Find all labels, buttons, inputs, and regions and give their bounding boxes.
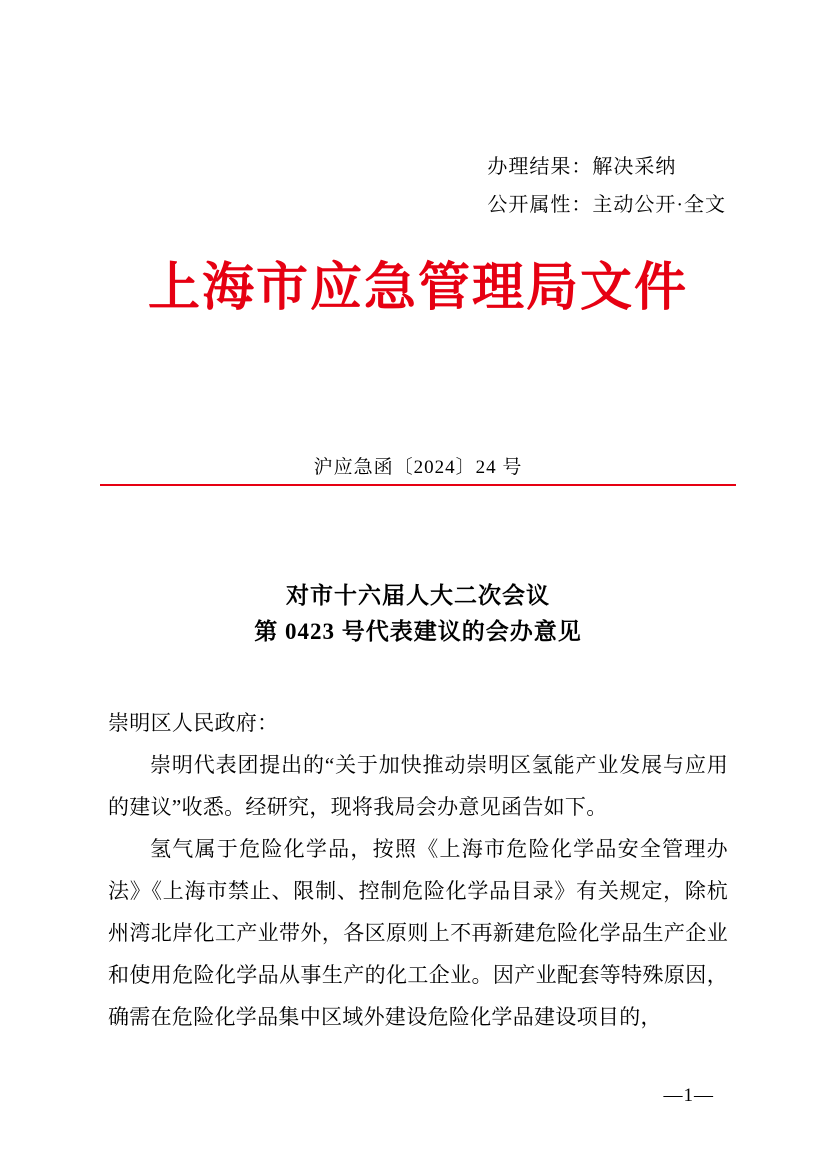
meta-disclosure-attribute: 公开属性：主动公开·全文 <box>487 194 726 216</box>
issuing-agency-title: 上海市应急管理局文件 <box>147 258 688 318</box>
body-paragraph-2: 氢气属于危险化学品，按照《上海市危险化学品安全管理办法》《上海市禁止、限制、控制危险化学品目录》有关规定，除杭州湾北岸化工产业带外，各区原则上不再新建危险化学品生产企业和使用危险化学品从事生产的化工企业。因产业配套等特殊原因，确需在危险化学品集中区域外建设危险化学品建设项目的， <box>108 837 728 1029</box>
meta-handling-result: 办理结果：解决采纳 <box>487 156 677 178</box>
document-meta <box>487 148 726 224</box>
document-subject <box>108 578 728 650</box>
body-paragraph-1: 崇明代表团提出的“关于加快推动崇明区氢能产业发展与应用的建议”收悉。经研究，现将我局会办意见函告如下。 <box>108 753 728 819</box>
page-content <box>108 0 728 1169</box>
red-divider-rule <box>100 484 736 486</box>
salutation: 崇明区人民政府： <box>108 711 279 735</box>
subject-line-2: 第 0423 号代表建议的会办意见 <box>254 619 582 644</box>
document-body <box>108 702 728 1038</box>
page-number: —1— <box>663 1085 714 1106</box>
document-number: 沪应急函〔2024〕24 号 <box>313 457 523 478</box>
subject-line-1: 对市十六届人大二次会议 <box>286 583 550 608</box>
